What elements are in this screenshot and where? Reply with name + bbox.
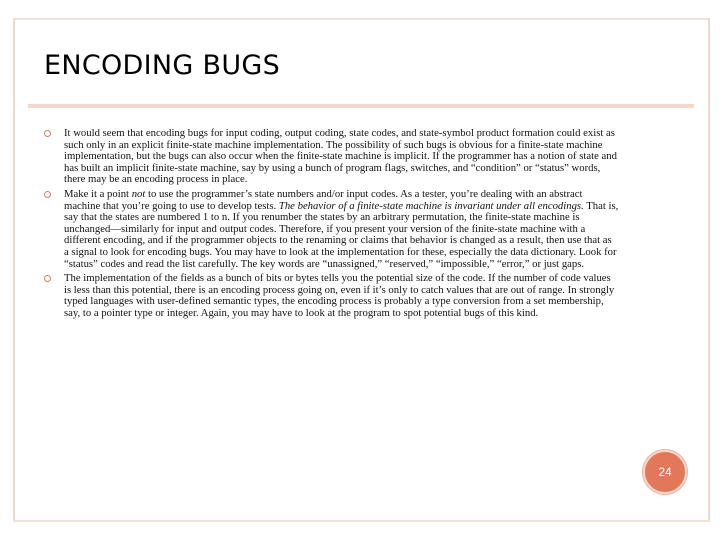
bullet-item xyxy=(44,128,619,186)
bullet-icon xyxy=(44,130,51,137)
bullet-list xyxy=(44,128,619,323)
bullet-icon xyxy=(44,275,51,282)
bullet-item xyxy=(44,273,619,319)
bullet-text: to use the programmer’s state numbers and/or input codes. As a tester, you’re dealing with an abstract machine that you’re going to use to develop tests. xyxy=(64,187,583,212)
title-underline xyxy=(28,104,694,108)
bullet-emphasis: The behavior of a finite-state machine is invariant under all encodings. xyxy=(278,199,584,212)
bullet-emphasis: not xyxy=(131,187,146,200)
slide-title: ENCODING BUGS xyxy=(44,50,281,81)
bullet-text: That is, say that the states are numbered 1 to n. If you renumber the states by an arbitrary permutation, the finite-state machine is unchanged—similarly for input and output codes. Therefore, if you present your version of the finite-state machine with a different encoding, and if the programmer objects to the renaming or claims that behavior is changed as a result, then use that as a signal to look for encoding bugs. You may have to look at the implementation for these, especially the data dictionary. Look for “status” codes and read the list carefully. The key words are “unassigned,” “reserved,” “impossible,” “error,” or just gaps. xyxy=(64,199,619,270)
page-number-badge: 24 xyxy=(643,450,687,494)
bullet-text: The implementation of the fields as a bunch of bits or bytes tells you the potential size of the code. If the number of code values is less than this potential, there is an encoding process going on, even if it’s only to catch values that are out of range. In strongly typed languages with user-defined semantic types, the encoding process is probably a type conversion from a set membership, say, to a pointer type or integer. Again, you may have to look at the program to spot potential bugs of this kind. xyxy=(64,272,615,319)
bullet-item xyxy=(44,189,619,270)
bullet-text: Make it a point xyxy=(64,187,132,200)
bullet-text: It would seem that encoding bugs for input coding, output coding, state codes, and state-symbol product formation could exist as such only in an explicit finite-state machine implementation. The possibility of such bugs is obvious for a finite-state machine implementation, but the bugs can also occur when the finite-state machine is implicit. If the programmer has a notion of state and has built an implicit finite-state machine, say by using a bunch of program flags, switches, and “condition” or “status” words, there may be an encoding process in place. xyxy=(64,127,617,186)
bullet-icon xyxy=(44,191,51,198)
slide-frame-bottom xyxy=(13,520,710,522)
